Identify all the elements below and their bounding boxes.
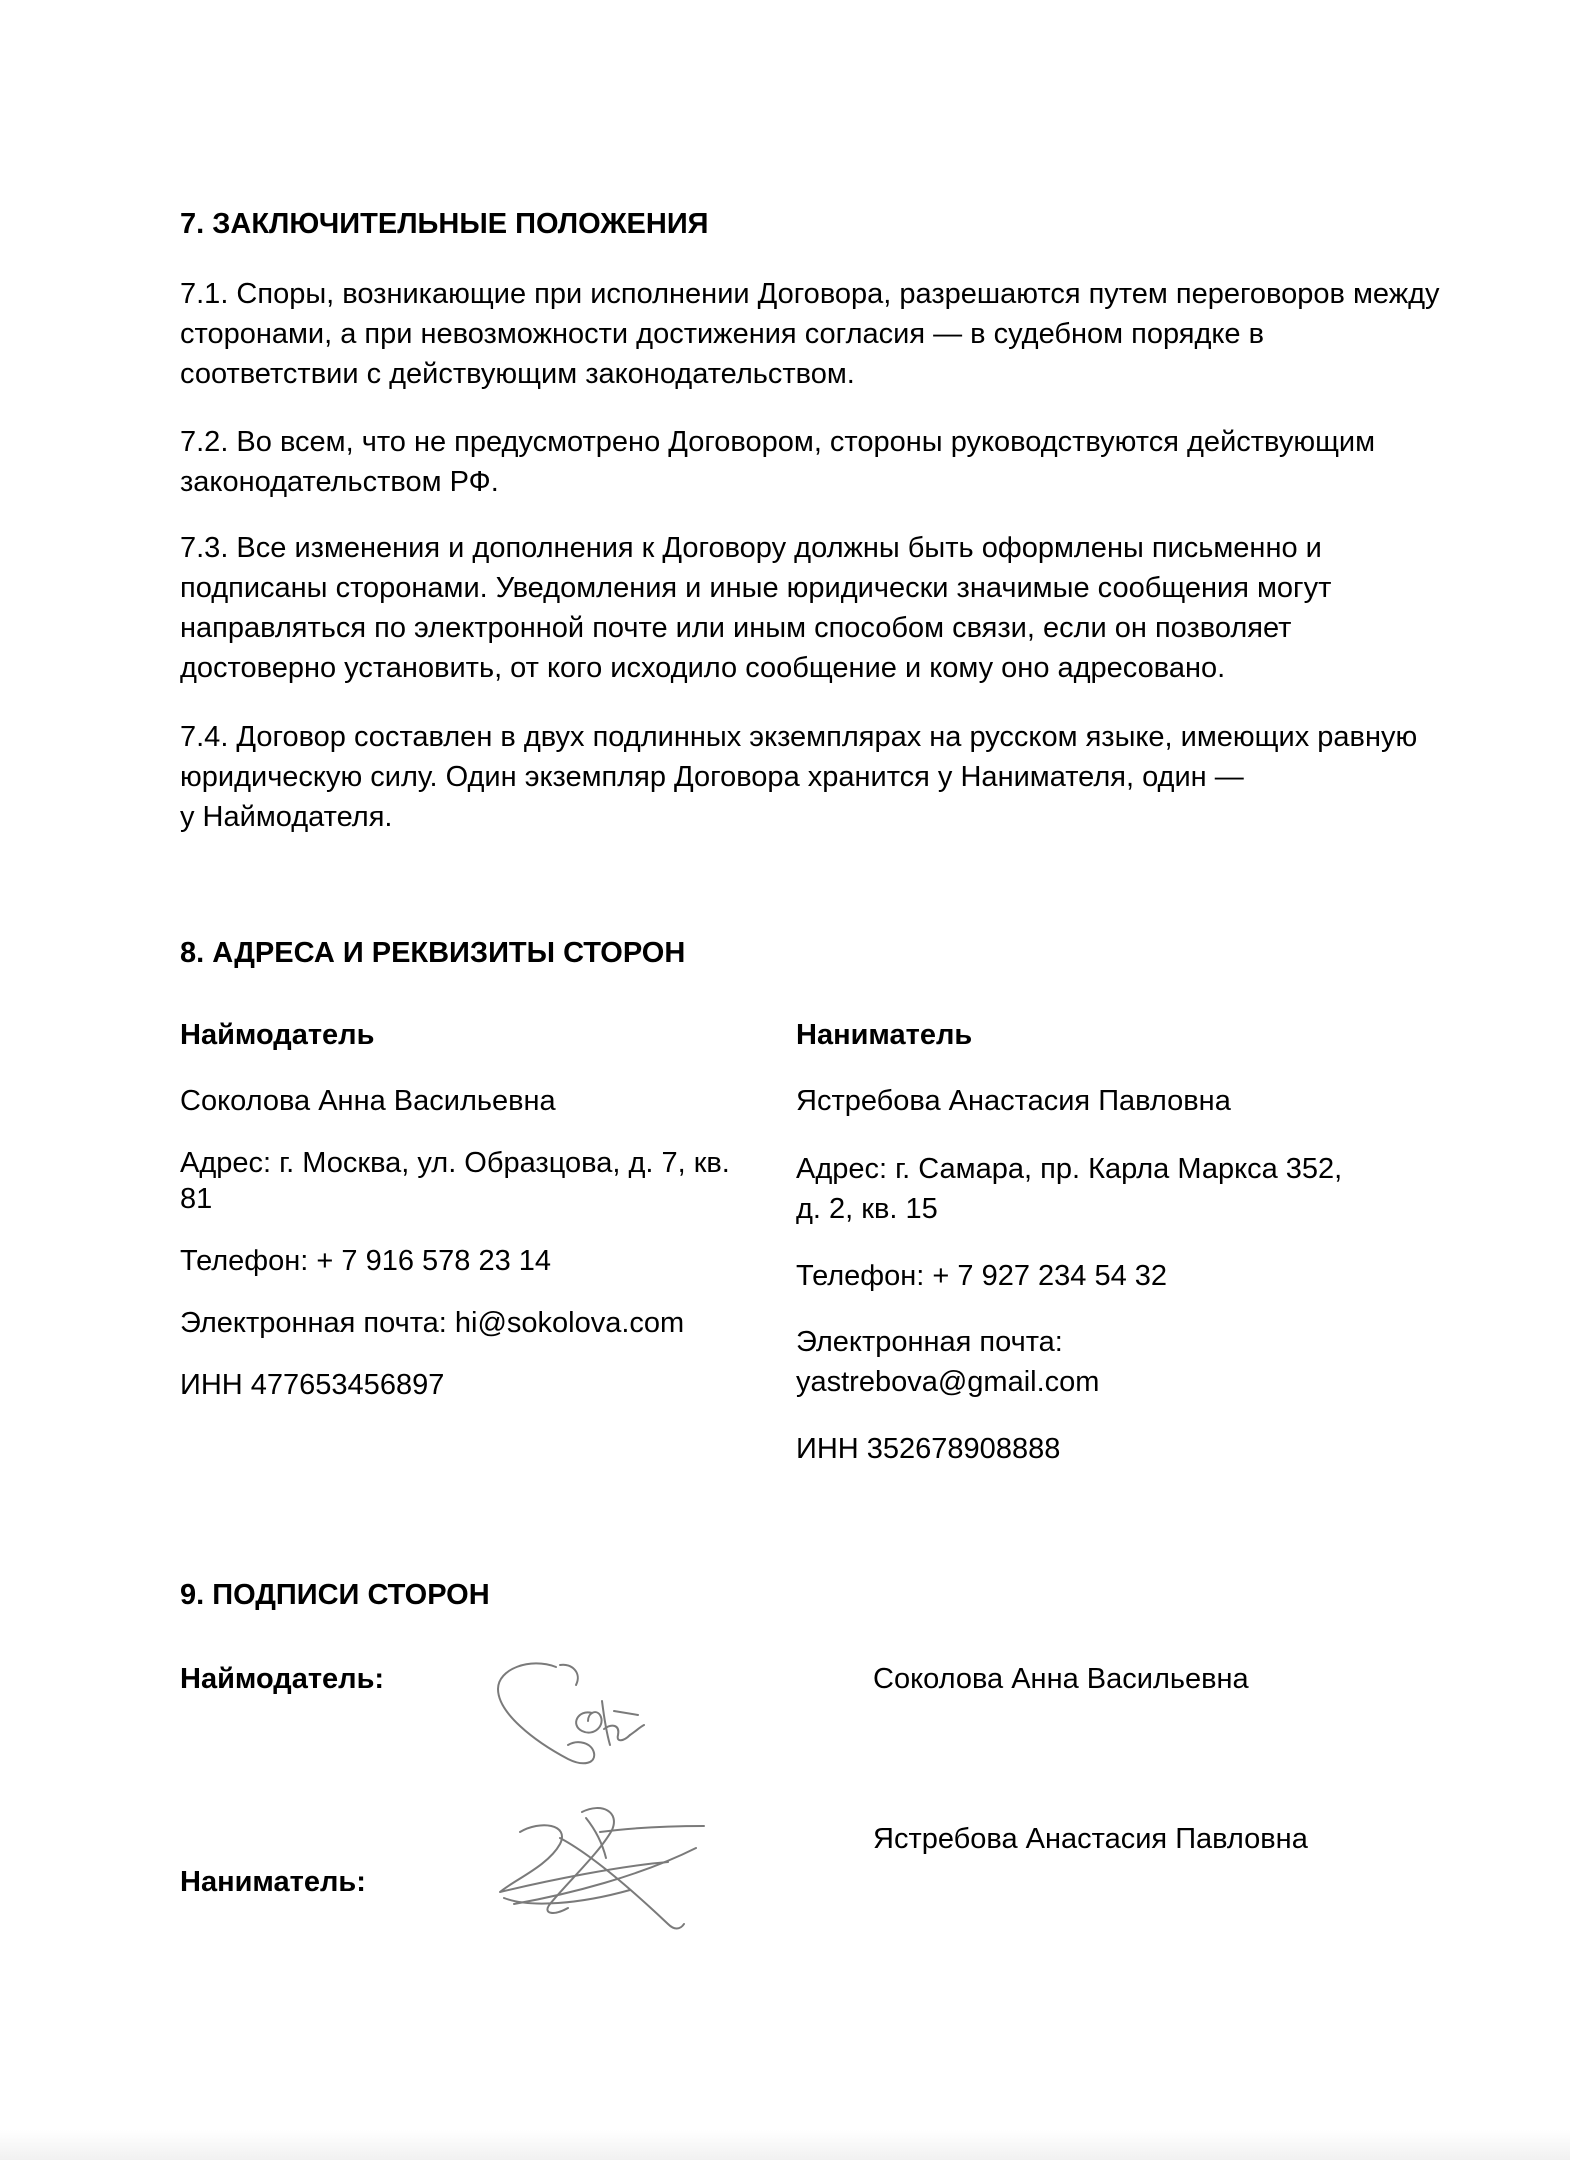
- clause-7-1-line: 7.1. Споры, возникающие при исполнении Договора, разрешаются путем переговоров между: [180, 278, 1440, 310]
- landlord-email: Электронная почта: hi@sokolova.com: [180, 1307, 685, 1339]
- landlord-address-cont: 81: [180, 1183, 213, 1215]
- landlord-address: Адрес: г. Москва, ул. Образцова, д. 7, кв.: [180, 1147, 730, 1179]
- tenant-signature-name: Ястребова Анастасия Павловна: [873, 1823, 1308, 1855]
- clause-7-3-line: направляться по электронной почте или иным способом связи, если он позволяет: [180, 612, 1292, 644]
- tenant-role: Наниматель: [796, 1019, 973, 1051]
- section-8-title: 8. АДРЕСА И РЕКВИЗИТЫ СТОРОН: [180, 937, 686, 969]
- landlord-name: Соколова Анна Васильевна: [180, 1085, 556, 1117]
- clause-7-4-line: у Наймодателя.: [180, 801, 393, 833]
- tenant-signature-image: [490, 1798, 730, 1938]
- tenant-address: Адрес: г. Самара, пр. Карла Маркса 352,: [796, 1153, 1343, 1185]
- landlord-phone: Телефон: + 7 916 578 23 14: [180, 1245, 552, 1277]
- tenant-signature-role: Наниматель:: [180, 1866, 366, 1898]
- landlord-signature-image: [490, 1655, 700, 1770]
- tenant-name: Ястребова Анастасия Павловна: [796, 1085, 1231, 1117]
- landlord-signature-role: Наймодатель:: [180, 1663, 385, 1695]
- landlord-inn: ИНН 477653456897: [180, 1369, 445, 1401]
- clause-7-4-line: 7.4. Договор составлен в двух подлинных экземплярах на русском языке, имеющих равную: [180, 721, 1418, 753]
- tenant-email-label: Электронная почта:: [796, 1326, 1063, 1358]
- clause-7-3-line: подписаны сторонами. Уведомления и иные юридически значимые сообщения могут: [180, 572, 1332, 604]
- tenant-email: yastrebova@gmail.com: [796, 1366, 1100, 1398]
- clause-7-3-line: 7.3. Все изменения и дополнения к Договору должны быть оформлены письменно и: [180, 532, 1322, 564]
- clause-7-1-line: соответствии с действующим законодательством.: [180, 358, 855, 390]
- tenant-phone: Телефон: + 7 927 234 54 32: [796, 1260, 1168, 1292]
- page-bottom-edge: [0, 2130, 1570, 2160]
- clause-7-4-line: юридическую силу. Один экземпляр Договора хранится у Нанимателя, один —: [180, 761, 1244, 793]
- landlord-signature-name: Соколова Анна Васильевна: [873, 1663, 1249, 1695]
- clause-7-2-line: законодательством РФ.: [180, 466, 499, 498]
- landlord-role: Наймодатель: [180, 1019, 375, 1051]
- section-9-title: 9. ПОДПИСИ СТОРОН: [180, 1579, 490, 1611]
- clause-7-1-line: сторонами, а при невозможности достижения согласия — в судебном порядке в: [180, 318, 1264, 350]
- section-7-title: 7. ЗАКЛЮЧИТЕЛЬНЫЕ ПОЛОЖЕНИЯ: [180, 208, 709, 240]
- tenant-address-cont: д. 2, кв. 15: [796, 1193, 938, 1225]
- tenant-inn: ИНН 352678908888: [796, 1433, 1061, 1465]
- clause-7-3-line: достоверно установить, от кого исходило сообщение и кому оно адресовано.: [180, 652, 1226, 684]
- clause-7-2-line: 7.2. Во всем, что не предусмотрено Договором, стороны руководствуются действующим: [180, 426, 1376, 458]
